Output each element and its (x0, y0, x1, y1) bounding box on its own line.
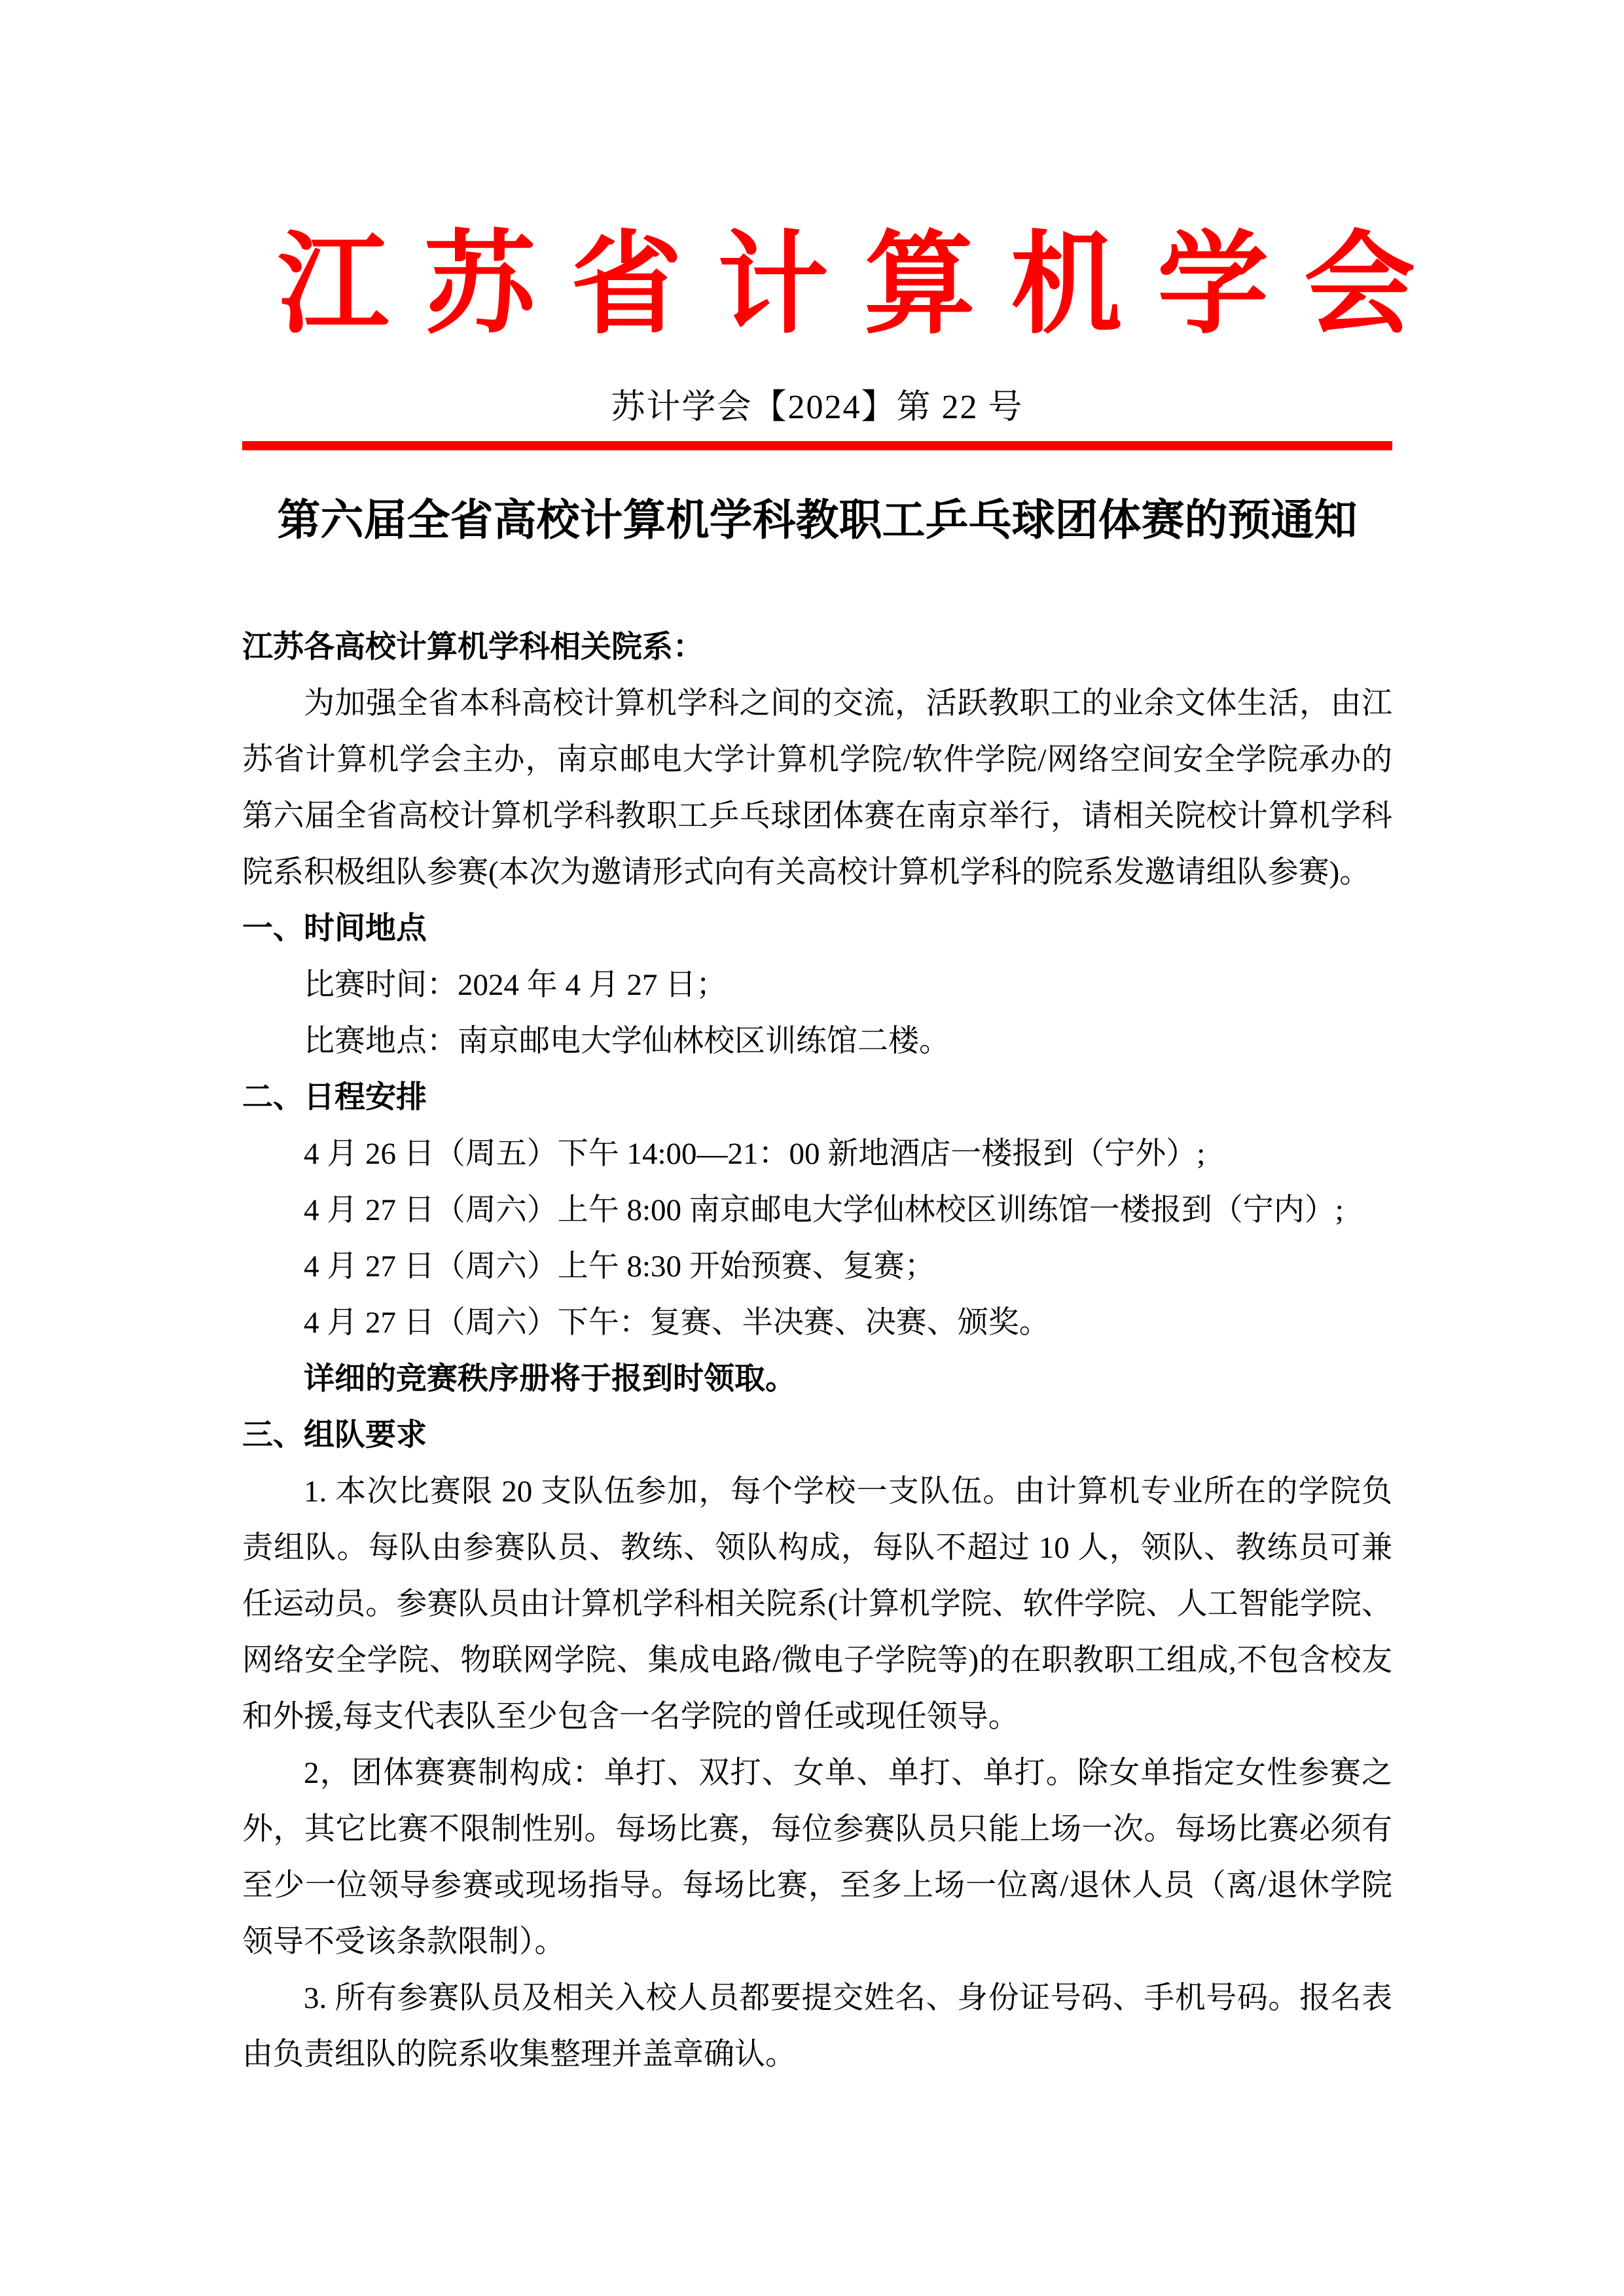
red-divider-rule (242, 441, 1392, 450)
section-heading-2: 二、日程安排 (242, 1081, 427, 1115)
section-2-paragraph-5: 详细的竞赛秩序册将于报到时领取。 (304, 1362, 796, 1396)
section-3-paragraph-3: 3. 所有参赛队员及相关入校人员都要提交姓名、身份证号码、手机号码。报名表由负责组队的院系收集整理并盖章确认。 (242, 1981, 1392, 2072)
intro-paragraph: 为加强全省本科高校计算机学科之间的交流，活跃教职工的业余文体生活，由江苏省计算机学会主办，南京邮电大学计算机学院/软件学院/网络空间安全学院承办的第六届全省高校计算机学科教职工乒乓球团体赛在南京举行，请相关院校计算机学科院系积极组队参赛(本次为邀请形式向有关高校计算机学科的院系发邀请组队参赛)。 (242, 687, 1392, 889)
section-2-paragraph-2: 4 月 27 日（周六）上午 8:00 南京邮电大学仙林校区训练馆一楼报到（宁内）; (304, 1193, 1344, 1227)
section-1-paragraph-2: 比赛地点：南京邮电大学仙林校区训练馆二楼。 (304, 1024, 950, 1058)
doc-number: 苏计学会【2024】第 22 号 (611, 389, 1024, 426)
document-body (242, 619, 1392, 2083)
section-3-paragraph-1: 1. 本次比赛限 20 支队伍参加，每个学校一支队伍。由计算机专业所在的学院负责组队。每队由参赛队员、教练、领队构成，每队不超过 10 人，领队、教练员可兼任运动员。参赛队员由计算机学科相关院系(计算机学院、软件学院、人工智能学院、网络安全学院、物联网学院、集成电路/微电子学院等)的在职教职工组成,不包含校友和外援,每支代表队至少包含一名学院的曾任或现任领导。 (242, 1475, 1392, 1734)
section-2-paragraph-1: 4 月 26 日（周五）下午 14:00—21：00 新地酒店一楼报到（宁外）; (304, 1137, 1206, 1171)
doc-title: 第六届全省高校计算机学科教职工乒乓球团体赛的预通知 (277, 497, 1358, 545)
section-1-paragraph-1: 比赛时间：2024 年 4 月 27 日； (304, 968, 727, 1002)
section-heading-1: 一、时间地点 (242, 912, 427, 946)
sections-container (242, 901, 1392, 2083)
section-2-paragraph-4: 4 月 27 日（周六）下午：复赛、半决赛、决赛、颁奖。 (304, 1306, 1050, 1340)
salutation-line: 江苏各高校计算机学科相关院系： (242, 630, 704, 664)
section-heading-3: 三、组队要求 (242, 1418, 427, 1452)
section-3-paragraph-2: 2，团体赛赛制构成：单打、双打、女单、单打、单打。除女单指定女性参赛之外，其它比赛不限制性别。每场比赛，每位参赛队员只能上场一次。每场比赛必须有至少一位领导参赛或现场指导。每场比赛，至多上场一位离/退休人员（离/退休学院领导不受该条款限制）。 (242, 1756, 1392, 1959)
masthead-org-title: 江苏省计算机学会 (278, 224, 1451, 347)
section-2-paragraph-3: 4 月 27 日（周六）上午 8:30 开始预赛、复赛； (304, 1249, 935, 1283)
